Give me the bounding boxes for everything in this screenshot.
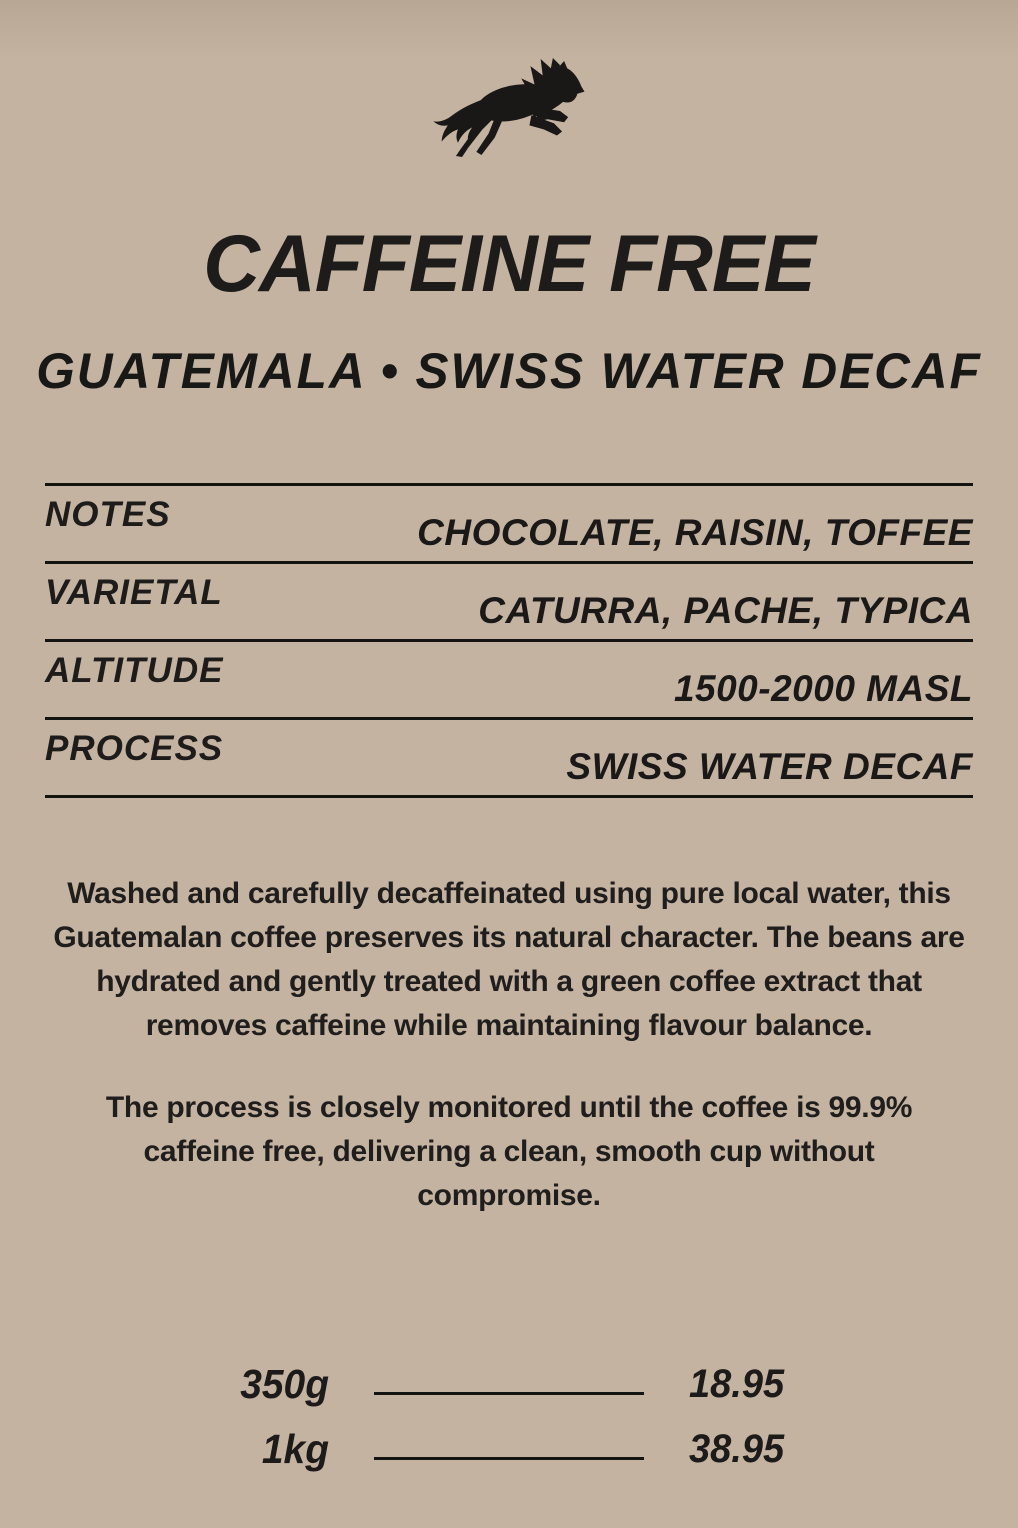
spec-row-altitude: [45, 639, 973, 717]
product-title: CAFFEINE FREE: [203, 219, 815, 309]
horse-icon: [430, 58, 588, 158]
spec-row-notes: [45, 483, 973, 561]
brand-logo: [430, 58, 588, 158]
spec-value: SWISS WATER DECAF: [566, 746, 973, 787]
spec-label: NOTES: [45, 495, 171, 534]
spec-label: PROCESS: [45, 729, 224, 768]
spec-label: ALTITUDE: [45, 651, 224, 690]
size-label: 350g: [240, 1361, 329, 1407]
price-value: 38.95: [689, 1427, 785, 1471]
description-paragraph: Washed and carefully decaffeinated using pure local water, this Guatemalan coffee preserves its natural character. The beans are hydrated and gently treated with a green coffee extract that removes caffeine while maintaining flavour balance.: [53, 877, 965, 1042]
spec-label: VARIETAL: [45, 573, 223, 612]
product-subtitle: GUATEMALA • SWISS WATER DECAF: [36, 343, 982, 399]
price-list: [0, 1352, 1018, 1482]
spec-value: CHOCOLATE, RAISIN, TOFFEE: [417, 512, 973, 553]
size-label: 1kg: [261, 1426, 329, 1472]
description: [48, 872, 970, 1218]
price-value: 18.95: [689, 1362, 785, 1406]
specs-table: [45, 483, 973, 798]
price-divider: [374, 1392, 644, 1395]
spec-value: CATURRA, PACHE, TYPICA: [478, 590, 973, 631]
price-row-350g: [179, 1352, 839, 1417]
spec-row-varietal: [45, 561, 973, 639]
spec-row-process: [45, 717, 973, 795]
price-divider: [374, 1457, 644, 1460]
description-paragraph: The process is closely monitored until the coffee is 99.9% caffeine free, delivering a clean, smooth cup without compromise.: [105, 1091, 913, 1212]
price-row-1kg: [179, 1417, 839, 1482]
spec-value: 1500-2000 MASL: [673, 668, 973, 709]
